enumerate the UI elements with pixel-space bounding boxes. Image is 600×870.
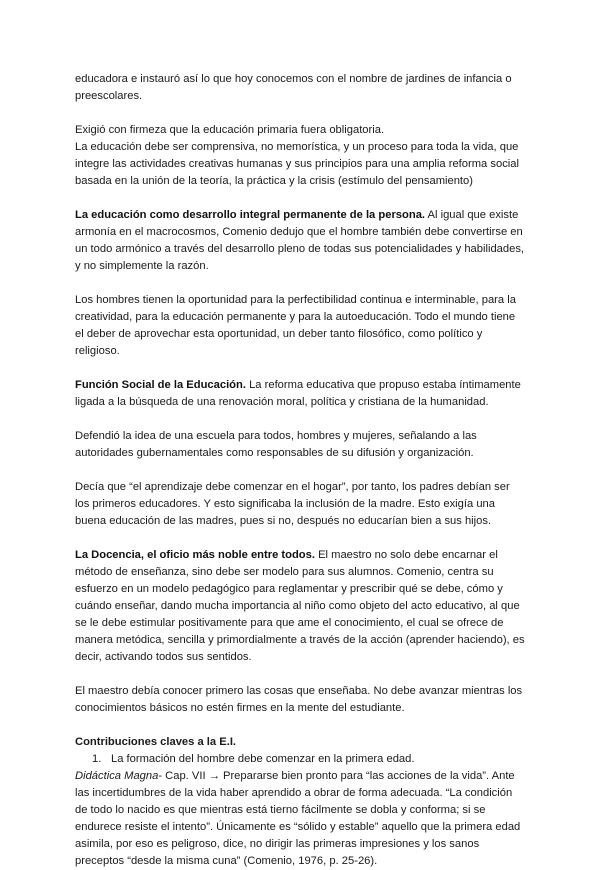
paragraph-aprendizaje-hogar: Decía que “el aprendizaje debe comenzar en el hogar”, por tanto, los padres debían ser los primeros educadores. Y esto significaba la inclusión de la madre. Esto exigía una buena educación de las madres, pues si no, después no educarían bien a sus hijos. <box>75 481 510 527</box>
paragraph-perfectibilidad: Los hombres tienen la oportunidad para la perfectibilidad continua e interminable, para la creatividad, para la educación permanente y para la autoeducación. Todo el mundo tiene el deber de aprovechar esta oportunidad, un deber tanto filosófico, como político y religioso. <box>75 294 516 357</box>
heading-desarrollo-integral: La educación como desarrollo integral permanente de la persona. <box>75 209 426 221</box>
paragraph-didactica-magna <box>75 768 525 870</box>
paragraph-preescolares: educadora e instauró así lo que hoy conocemos con el nombre de jardines de infancia o preescolares. <box>75 73 512 102</box>
text-desarrollo-integral: Al igual que existe armonía en el macrocosmos, Comenio dedujo que el hombre también debe convertirse en un todo armónico a través del desarrollo pleno de todas sus potencialidades y habilidades, y no simplemente la razón. <box>75 209 525 272</box>
text-didactica-magna: - Cap. VII → Prepararse bien pronto para “las acciones de la vida”. Ante las incertidumbres de la vida haber aprendido a obrar de forma adecuada. “La condición de todo lo nacido es que mientras está tierno fácilmente se dobla y conforma; si se endurece resiste el intento”. Únicamente es “sólido y estable” aquello que la primera edad asimila, por eso es peligroso, dice, no dirigir las primeras impresiones y los sanos preceptos “desde la misma cuna” (Comenio, 1976, p. 25-26). <box>75 770 521 867</box>
text-docencia: El maestro no solo debe encarnar el método de enseñanza, sino debe ser modelo para sus alumnos. Comenio, centra su esfuerzo en un modelo pedagógico para reglamentar y prescribir qué se debe, cómo y cuándo enseñar, dando mucha importancia al niño como objeto del acto educativo, al que se le debe estimular positivamente para que ame el conocimiento, el cual se ofrece de manera metódica, sencilla y primordialmente a través de la acción (aprender haciendo), es decir, activando todos sus sentidos. <box>75 549 525 663</box>
text-funcion-social: La reforma educativa que propuso estaba íntimamente ligada a la búsqueda de una renovación moral, política y cristiana de la humanidad. <box>75 379 521 408</box>
heading-contribuciones: Contribuciones claves a la E.I. <box>75 736 237 748</box>
heading-funcion-social: Función Social de la Educación. <box>75 379 246 391</box>
list-item <box>75 751 525 768</box>
paragraph-educacion-comprensiva: La educación debe ser comprensiva, no memorística, y un proceso para toda la vida, que integre las actividades creativas humanas y sus principios para una amplia reforma social basada en la unión de la teoría, la práctica y la crisis (estímulo del pensamiento) <box>75 141 519 187</box>
paragraph-docencia <box>75 547 525 666</box>
book-title-didactica-magna: Didáctica Magna <box>75 770 159 782</box>
list-item-text: La formación del hombre debe comenzar en la primera edad. <box>111 753 415 765</box>
paragraph-desarrollo-integral <box>75 207 525 275</box>
heading-docencia: La Docencia, el oficio más noble entre todos. <box>75 549 315 561</box>
paragraph-funcion-social <box>75 377 525 411</box>
paragraph-maestro-conocer: El maestro debía conocer primero las cosas que enseñaba. No debe avanzar mientras los conocimientos básicos no estén firmes en la mente del estudiante. <box>75 685 523 714</box>
paragraph-primaria-obligatoria: Exigió con firmeza que la educación primaria fuera obligatoria. <box>75 124 385 136</box>
paragraph-escuela-para-todos: Defendió la idea de una escuela para todos, hombres y mujeres, señalando a las autoridades gubernamentales como responsables de su difusión y organización. <box>75 430 477 459</box>
list-number: 1. <box>92 753 102 765</box>
document-body <box>75 71 525 870</box>
